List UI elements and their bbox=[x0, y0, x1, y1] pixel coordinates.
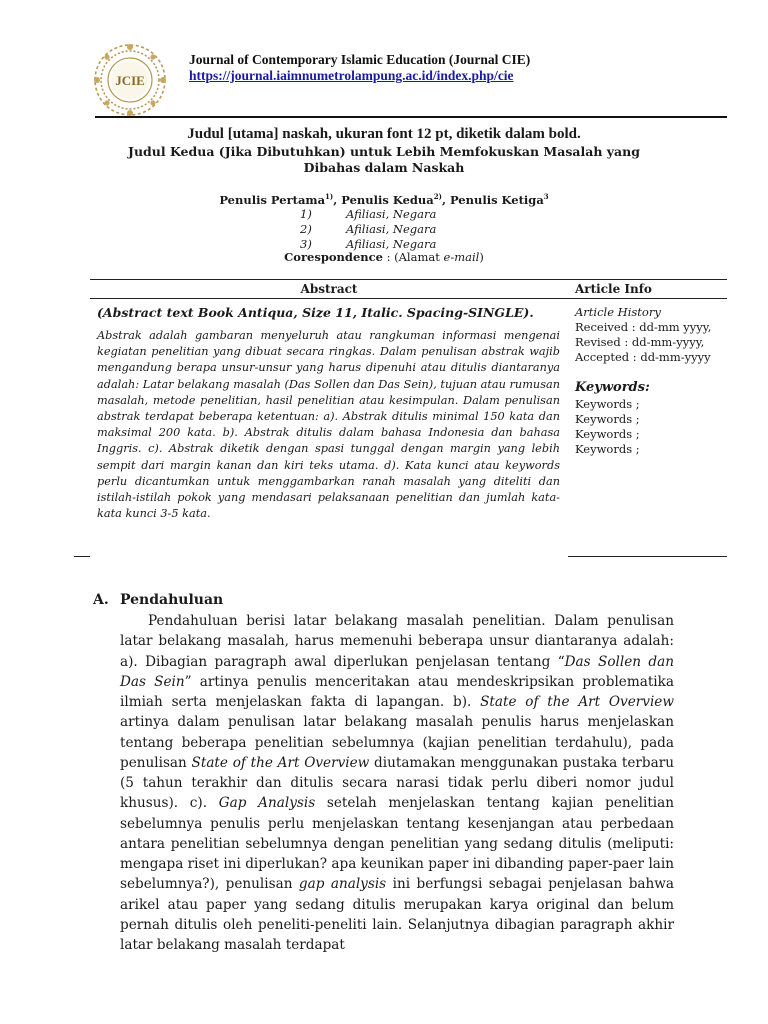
keyword-item: Keywords ; bbox=[575, 427, 640, 441]
journal-logo bbox=[92, 42, 168, 118]
abstract-format-note: (Abstract text Book Antiqua, Size 11, Italic. Spacing-SINGLE). bbox=[97, 305, 534, 320]
svg-text:JCIE: JCIE bbox=[115, 73, 145, 88]
affiliation-3: 3) Afiliasi, Negara bbox=[300, 237, 437, 251]
affiliation-2: 2) Afiliasi, Negara bbox=[300, 222, 437, 236]
correspondence: Corespondence : (Alamat e-mail) bbox=[284, 250, 484, 264]
keyword-item: Keywords ; bbox=[575, 442, 640, 456]
author-list: Penulis Pertama$^{1)}$, Penulis Kedua$^{2)}$, Penulis Ketiga$^3$ bbox=[219, 192, 549, 207]
sub-title: Judul Kedua (Jika Dibutuhkan) untuk Lebih Memfokuskan Masalah yang Dibahas dalam Naskah bbox=[128, 144, 640, 175]
table-top-rule bbox=[90, 279, 727, 280]
journal-title: Journal of Contemporary Islamic Education (Journal CIE) bbox=[189, 52, 531, 67]
accepted-date: Accepted : dd-mm-yyyy bbox=[575, 350, 711, 364]
author-second: Penulis Kedua bbox=[341, 192, 434, 207]
journal-url-link[interactable]: https://journal.iaimnumetrolampung.ac.id/index.php/cie bbox=[189, 68, 514, 83]
keyword-item: Keywords ; bbox=[575, 412, 640, 426]
table-bottom-rule-right bbox=[568, 556, 727, 557]
table-bottom-rule-left bbox=[74, 556, 90, 557]
table-header-rule bbox=[90, 298, 727, 299]
abstract-body: Abstrak adalah gambaran menyeluruh atau rangkuman informasi mengenai kegiatan penelitian yang dibuat secara ringkas. Dalam penulisan abstrak wajib mengandung berapa unsur-unsur yang harus dipenuhi atau ditulis diantaranya adalah: Latar belakang masalah (Das Sollen dan Das Sein), tujuan atau rumusan masalah, metode penelitian, hasil penelitian atau kesimpulan. Dalam penulisan abstrak terdapat beberapa ketentuan: a). Abstrak ditulis minimal 150 kata dan maksimal 200 kata. b). Abstrak ditulis dalam bahasa Indonesia dan bahasa Inggris. c). Abstrak diketik dengan spasi tunggal dengan margin yang lebih sempit dari margin kanan dan kiri teks utama. d). Kata kunci atau keywords perlu dicantumkan untuk menggambarkan ranah masalah yang diteliti dan istilah-istilah pokok yang mendasari pelaksanaan penelitian dan jumlah kata-kata kunci 3-5 kata. bbox=[97, 329, 560, 521]
affiliation-1: 1) Afiliasi, Negara bbox=[300, 207, 437, 221]
header-divider bbox=[95, 116, 727, 118]
revised-date: Revised : dd-mm-yyyy, bbox=[575, 335, 705, 349]
author-third: Penulis Ketiga bbox=[449, 192, 544, 207]
abstract-header: Abstract bbox=[300, 282, 358, 296]
article-info-header: Article Info bbox=[575, 282, 652, 296]
logo-emblem-icon bbox=[92, 42, 168, 118]
section-body-paragraph: Pendahuluan berisi latar belakang masalah penelitian. Dalam penulisan latar belakang masalah, harus memenuhi beberapa unsur diantaranya adalah: a). Dibagian paragraph awal diperlukan penjelasan tentang “Das Sollen dan Das Sein” artinya penulis menceritakan atau mendeskripsikan problematika ilmiah serta menjelaskan fakta di lapangan. b). State of the Art Overview artinya dalam penulisan latar belakang masalah penulis harus menjelaskan tentang beberapa penelitian sebelumnya (kajian penelitian terdahulu), pada penulisan State of the Art Overview diutamakan menggunakan pustaka terbaru (5 tahun terakhir dan ditulis secara narasi tidak perlu diberi nomor judul khusus). c). Gap Analysis setelah menjelaskan tentang kajian penelitian sebelumnya penulis perlu menjelaskan tentang kesenjangan atau perbedaan antara penelitian sebelumnya dengan penelitian yang sedang ditulis (meliputi: mengapa riset ini diperlukan? apa keunikan paper ini dibanding paper-paer lain sebelumnya?), penulisan gap analysis ini berfungsi sebagai penjelasan bahwa arikel atau paper yang sedang ditulis merupakan karya original dan belum pernah ditulis oleh peneliti-peneliti lain. Selanjutnya dibagian paragraph akhir latar belakang masalah terdapat bbox=[120, 613, 674, 953]
keyword-item: Keywords ; bbox=[575, 397, 640, 411]
section-heading: A. Pendahuluan bbox=[93, 592, 224, 608]
keywords-label: Keywords: bbox=[575, 380, 650, 395]
author-first: Penulis Pertama bbox=[219, 192, 326, 207]
main-title: Judul [utama] naskah, ukuran font 12 pt, diketik dalam bold. bbox=[187, 126, 581, 142]
received-date: Received : dd-mm yyyy, bbox=[575, 320, 712, 334]
article-history-label: Article History bbox=[575, 305, 661, 319]
